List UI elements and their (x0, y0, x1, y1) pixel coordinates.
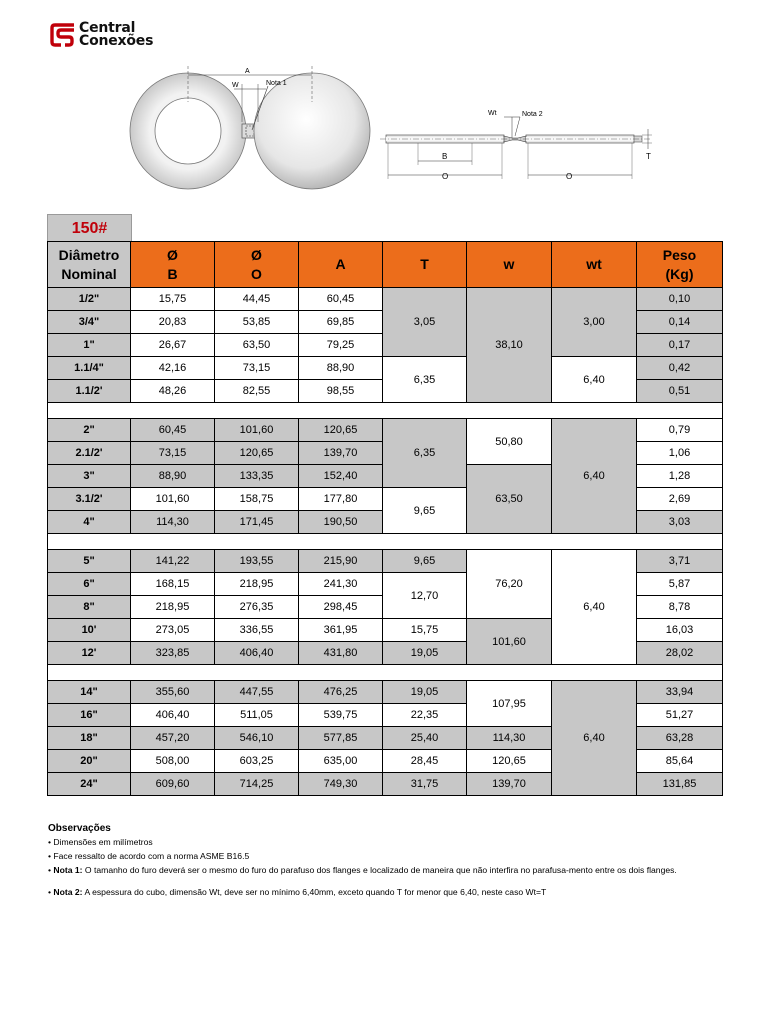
t-cell: 19,05 (383, 681, 467, 704)
peso-cell: 1,28 (637, 465, 723, 488)
peso-cell: 0,51 (637, 380, 723, 403)
o-cell: 447,55 (215, 681, 299, 704)
b-cell: 73,15 (131, 442, 215, 465)
b-cell: 406,40 (131, 704, 215, 727)
peso-cell: 5,87 (637, 573, 723, 596)
peso-cell: 51,27 (637, 704, 723, 727)
peso-cell: 63,28 (637, 727, 723, 750)
b-cell: 48,26 (131, 380, 215, 403)
peso-cell: 0,79 (637, 419, 723, 442)
nominal-cell: 10' (48, 619, 131, 642)
b-cell: 355,60 (131, 681, 215, 704)
b-cell: 42,16 (131, 357, 215, 380)
a-cell: 635,00 (299, 750, 383, 773)
t-cell: 22,35 (383, 704, 467, 727)
a-cell: 539,75 (299, 704, 383, 727)
nominal-cell: 18" (48, 727, 131, 750)
b-cell: 141,22 (131, 550, 215, 573)
table-row (48, 419, 723, 442)
notes-section (48, 822, 728, 899)
o-cell: 53,85 (215, 311, 299, 334)
b-cell: 168,15 (131, 573, 215, 596)
o-cell: 511,05 (215, 704, 299, 727)
central-conexoes-logo-icon (50, 22, 76, 48)
dim-w-label: W (232, 82, 239, 89)
wt-cell: 6,40 (552, 357, 637, 403)
header-a: A (299, 242, 383, 288)
o-cell: 101,60 (215, 419, 299, 442)
wt-cell: 6,40 (552, 550, 637, 665)
b-cell: 218,95 (131, 596, 215, 619)
nota2-note-label: Nota 2: (53, 887, 83, 897)
group-separator (48, 534, 723, 550)
b-cell: 60,45 (131, 419, 215, 442)
header-peso: Peso (Kg) (637, 242, 723, 288)
b-cell: 457,20 (131, 727, 215, 750)
b-cell: 15,75 (131, 288, 215, 311)
o-cell: 276,35 (215, 596, 299, 619)
peso-cell: 8,78 (637, 596, 723, 619)
t-cell: 6,35 (383, 357, 467, 403)
a-cell: 190,50 (299, 511, 383, 534)
a-cell: 69,85 (299, 311, 383, 334)
wt-cell: 6,40 (552, 681, 637, 796)
t-cell: 9,65 (383, 550, 467, 573)
o-cell: 218,95 (215, 573, 299, 596)
o-cell: 171,45 (215, 511, 299, 534)
header-b: Ø B (131, 242, 215, 288)
a-cell: 79,25 (299, 334, 383, 357)
nominal-cell: 1/2" (48, 288, 131, 311)
t-cell: 31,75 (383, 773, 467, 796)
o-cell: 73,15 (215, 357, 299, 380)
t-cell: 15,75 (383, 619, 467, 642)
a-cell: 215,90 (299, 550, 383, 573)
header-o: Ø O (215, 242, 299, 288)
w-cell: 76,20 (467, 550, 552, 619)
nominal-cell: 3.1/2' (48, 488, 131, 511)
table-header-row (48, 242, 723, 288)
w-cell: 120,65 (467, 750, 552, 773)
table-row (48, 681, 723, 704)
peso-cell: 0,42 (637, 357, 723, 380)
header-t: T (383, 242, 467, 288)
peso-cell: 2,69 (637, 488, 723, 511)
w-cell: 101,60 (467, 619, 552, 665)
w-cell: 107,95 (467, 681, 552, 727)
w-cell: 63,50 (467, 465, 552, 534)
nominal-cell: 1.1/2' (48, 380, 131, 403)
nominal-cell: 3/4" (48, 311, 131, 334)
b-cell: 609,60 (131, 773, 215, 796)
header-w: w (467, 242, 552, 288)
o-cell: 193,55 (215, 550, 299, 573)
brand-logo (50, 20, 153, 50)
brand-line1: Central (79, 20, 136, 36)
b-cell: 101,60 (131, 488, 215, 511)
a-cell: 476,25 (299, 681, 383, 704)
b-cell: 273,05 (131, 619, 215, 642)
dimensions-table (47, 241, 723, 796)
dim-a-label: A (245, 68, 250, 75)
b-cell: 114,30 (131, 511, 215, 534)
table-row (48, 550, 723, 573)
t-cell: 12,70 (383, 573, 467, 619)
nominal-cell: 1" (48, 334, 131, 357)
o-cell: 133,35 (215, 465, 299, 488)
nominal-cell: 2" (48, 419, 131, 442)
nota2-note: • Nota 2: A espessura do cubo, dimensão Wt, deve ser no mínimo 6,40mm, exceto quando T for menor que 6,40, neste caso Wt=T (48, 887, 547, 897)
a-cell: 139,70 (299, 442, 383, 465)
t-cell: 19,05 (383, 642, 467, 665)
a-cell: 98,55 (299, 380, 383, 403)
nominal-cell: 8" (48, 596, 131, 619)
a-cell: 88,90 (299, 357, 383, 380)
a-cell: 120,65 (299, 419, 383, 442)
a-cell: 60,45 (299, 288, 383, 311)
nominal-cell: 3" (48, 465, 131, 488)
a-cell: 177,80 (299, 488, 383, 511)
peso-cell: 33,94 (637, 681, 723, 704)
t-cell: 6,35 (383, 419, 467, 488)
b-cell: 323,85 (131, 642, 215, 665)
b-cell: 508,00 (131, 750, 215, 773)
w-cell: 38,10 (467, 288, 552, 403)
nota1-note-text: O tamanho do furo deverá ser o mesmo do furo do parafuso dos flanges e localizado de maneira que não interfira no parafusa-mento entre os dois flanges. (82, 865, 677, 875)
header-wt: wt (552, 242, 637, 288)
nominal-cell: 12' (48, 642, 131, 665)
dim-o-left-label: O (442, 172, 449, 181)
a-cell: 241,30 (299, 573, 383, 596)
front-view-drawing (128, 62, 372, 200)
separator-cell (48, 665, 723, 681)
pressure-class-label: 150# (47, 214, 132, 242)
nominal-cell: 24" (48, 773, 131, 796)
nominal-cell: 5" (48, 550, 131, 573)
nominal-cell: 4" (48, 511, 131, 534)
separator-cell (48, 534, 723, 550)
a-cell: 749,30 (299, 773, 383, 796)
t-cell: 28,45 (383, 750, 467, 773)
o-cell: 63,50 (215, 334, 299, 357)
b-cell: 26,67 (131, 334, 215, 357)
peso-cell: 3,71 (637, 550, 723, 573)
nominal-cell: 1.1/4" (48, 357, 131, 380)
peso-cell: 85,64 (637, 750, 723, 773)
wt-label: Wt (488, 110, 497, 117)
a-cell: 431,80 (299, 642, 383, 665)
note-item: • Dimensões em milímetros (48, 837, 153, 847)
a-cell: 361,95 (299, 619, 383, 642)
dim-o-right-label: O (566, 172, 573, 181)
nota2-label: Nota 2 (522, 111, 543, 118)
nominal-cell: 14" (48, 681, 131, 704)
nota1-note: • Nota 1: O tamanho do furo deverá ser o mesmo do furo do parafuso dos flanges e localizado de maneira que não interfira no parafusa-mento entre os dois flanges. (48, 865, 677, 875)
b-cell: 20,83 (131, 311, 215, 334)
dim-t-label: T (646, 152, 651, 161)
t-cell: 25,40 (383, 727, 467, 750)
w-cell: 50,80 (467, 419, 552, 465)
wt-cell: 6,40 (552, 419, 637, 534)
w-cell: 139,70 (467, 773, 552, 796)
w-cell: 114,30 (467, 727, 552, 750)
peso-cell: 16,03 (637, 619, 723, 642)
peso-cell: 0,14 (637, 311, 723, 334)
t-cell: 9,65 (383, 488, 467, 534)
o-cell: 603,25 (215, 750, 299, 773)
dim-b-label: B (442, 152, 448, 161)
group-separator (48, 403, 723, 419)
a-cell: 152,40 (299, 465, 383, 488)
o-cell: 82,55 (215, 380, 299, 403)
o-cell: 158,75 (215, 488, 299, 511)
nota1-note-label: Nota 1: (53, 865, 83, 875)
nota2-note-text: A espessura do cubo, dimensão Wt, deve ser no mínimo 6,40mm, exceto quando T for menor que 6,40, neste caso Wt=T (82, 887, 547, 897)
table-row (48, 357, 723, 380)
nominal-cell: 16" (48, 704, 131, 727)
peso-cell: 1,06 (637, 442, 723, 465)
o-cell: 44,45 (215, 288, 299, 311)
notes-title: Observações (48, 823, 111, 834)
nota1-label: Nota 1 (266, 80, 287, 87)
b-cell: 88,90 (131, 465, 215, 488)
nominal-cell: 2.1/2' (48, 442, 131, 465)
a-cell: 298,45 (299, 596, 383, 619)
peso-cell: 3,03 (637, 511, 723, 534)
separator-cell (48, 403, 723, 419)
o-cell: 406,40 (215, 642, 299, 665)
o-cell: 714,25 (215, 773, 299, 796)
nominal-cell: 6" (48, 573, 131, 596)
o-cell: 336,55 (215, 619, 299, 642)
wt-cell: 3,00 (552, 288, 637, 357)
peso-cell: 28,02 (637, 642, 723, 665)
o-cell: 120,65 (215, 442, 299, 465)
brand-line2: Conexões (79, 33, 154, 49)
side-view-drawing (380, 103, 660, 185)
peso-cell: 131,85 (637, 773, 723, 796)
table-row (48, 288, 723, 311)
nominal-cell: 20" (48, 750, 131, 773)
peso-cell: 0,10 (637, 288, 723, 311)
o-cell: 546,10 (215, 727, 299, 750)
a-cell: 577,85 (299, 727, 383, 750)
peso-cell: 0,17 (637, 334, 723, 357)
brand-name (79, 22, 153, 48)
note-item: • Face ressalto de acordo com a norma ASME B16.5 (48, 851, 250, 861)
group-separator (48, 665, 723, 681)
t-cell: 3,05 (383, 288, 467, 357)
header-nominal: Diâmetro Nominal (48, 242, 131, 288)
